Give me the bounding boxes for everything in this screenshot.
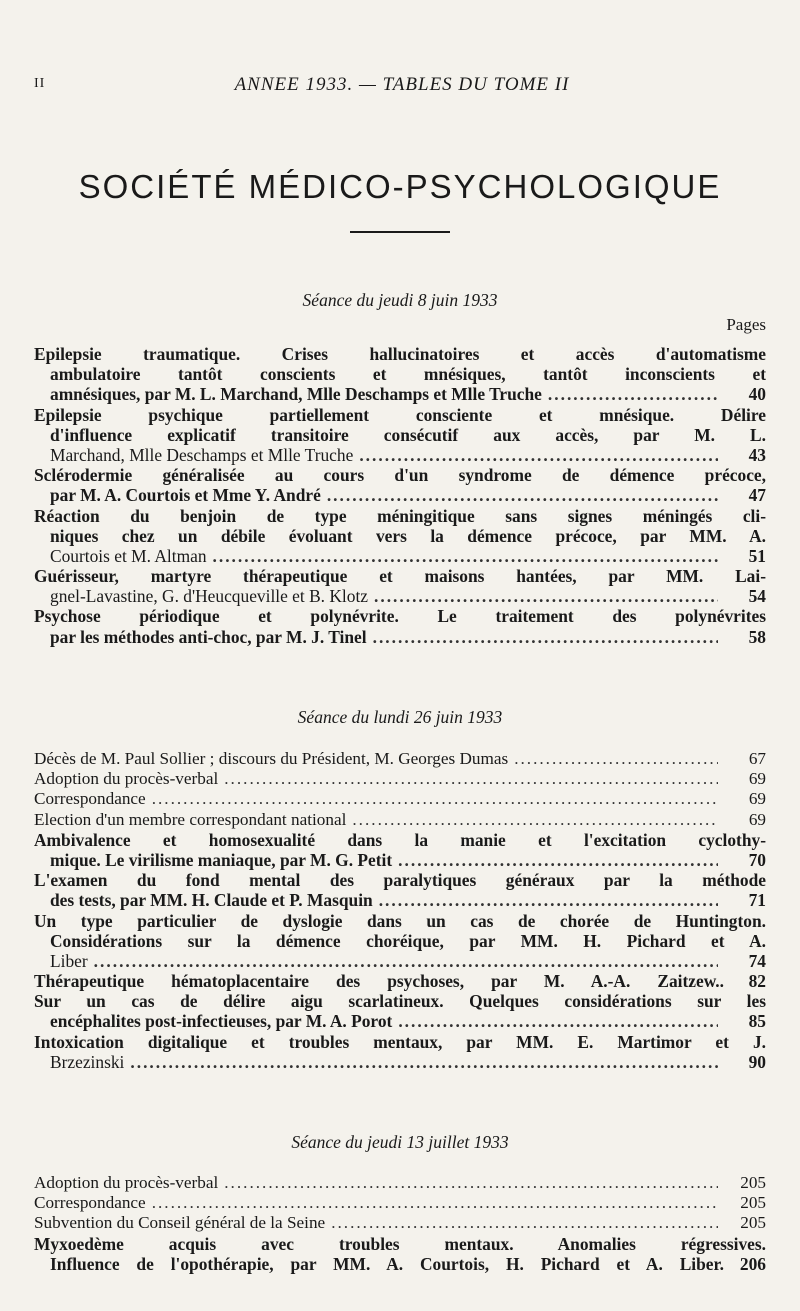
entry-line: par les méthodes anti-choc, par M. J. Tinel ..... 58 (34, 627, 766, 647)
page-number: II (34, 76, 46, 91)
leader-dots (213, 546, 718, 566)
entry-line: Considérations sur la démence choréique, par MM. H. Pichard et A. (50, 930, 766, 951)
entry-line: Correspondance ..... 205 (34, 1193, 766, 1213)
entry-line: Epilepsie traumatique. Crises hallucinatoires et accès d'automatisme (34, 344, 766, 364)
entry-line: Courtois et M. Altman ..... 51 (34, 546, 766, 566)
entry-line: d'influence explicatif transitoire consécutif aux accès, par M. L. (50, 424, 766, 445)
page-ref: 40 (748, 384, 766, 405)
page-ref: 90 (748, 1051, 766, 1072)
page-ref: 51 (748, 545, 766, 566)
page-ref: 71 (748, 890, 766, 911)
entry-line: mique. Le virilisme maniaque, par M. G. Petit ..... 70 (34, 850, 766, 870)
session-title-2: Séance du lundi 26 juin 1933 (297, 707, 503, 727)
leader-dots (152, 789, 718, 809)
entry-line: Myxoedème acquis avec troubles mentaux. Anomalies régressives. (34, 1233, 766, 1254)
entry-line: Epilepsie psychique partiellement consciente et mnésique. Délire (34, 404, 766, 425)
entry-line: Election d'un membre correspondant national ..... 69 (34, 810, 766, 830)
entry-line: amnésiques, par M. L. Marchand, Mlle Deschamps et Mlle Truche ..... 40 (34, 384, 766, 404)
page-ref: 47 (748, 485, 766, 506)
entry-line: des tests, par MM. H. Claude et P. Masquin ..... 71 (34, 890, 766, 910)
entry-line: Thérapeutique hématoplacentaire des psychoses, par M. A.-A. Zaitzew.. 82 (34, 971, 766, 992)
page-ref: 74 (748, 950, 766, 971)
entry-line: Sur un cas de délire aigu scarlatineux. Quelques considérations sur les (34, 991, 766, 1012)
page-ref: 69 (748, 769, 766, 789)
page-ref: 205 (740, 1173, 766, 1192)
page-ref: 205 (740, 1193, 766, 1213)
page-ref: 82 (748, 971, 766, 992)
pages-column-label: Pages (726, 315, 766, 334)
leader-dots (374, 586, 718, 606)
session-title-1: Séance du jeudi 8 juin 1933 (302, 290, 498, 310)
page-ref: 69 (748, 789, 766, 809)
session-3-entries (34, 1173, 766, 1274)
session-1-entries (34, 344, 766, 647)
entry-line: Guérisseur, martyre thérapeutique et maisons hantées, par MM. Lai- (34, 566, 766, 587)
page-ref: 205 (740, 1213, 766, 1233)
entry-line: Liber ..... 74 (34, 951, 766, 971)
leader-dots (379, 890, 718, 910)
page-ref: 85 (748, 1011, 766, 1032)
entry-line: Réaction du benjoin de type méningitique sans signes méningés cli- (34, 505, 766, 526)
page-ref: 70 (748, 849, 766, 870)
section-title: SOCIÉTÉ MÉDICO-PSYCHOLOGIQUE (78, 168, 722, 205)
entry-line: ambulatoire tantôt conscients et mnésiques, tantôt inconscients et (50, 364, 766, 385)
entry-line: Adoption du procès-verbal ..... 69 (34, 769, 766, 789)
entry-line: par M. A. Courtois et Mme Y. André ..... 47 (34, 485, 766, 505)
entry-line: Un type particulier de dyslogie dans un cas de chorée de Huntington. (34, 910, 766, 931)
entry-line: niques chez un débile évoluant vers la démence précoce, par MM. A. (50, 525, 766, 546)
entry-line: Subvention du Conseil général de la Seine ..... 205 (34, 1213, 766, 1233)
leader-dots (130, 1052, 718, 1072)
leader-dots (94, 951, 718, 971)
leader-dots (352, 810, 718, 830)
entry-line: L'examen du fond mental des paralytiques généraux par la méthode (34, 870, 766, 891)
title-rule (350, 231, 450, 233)
entry-line: Influence de l'opothérapie, par MM. A. Courtois, H. Pichard et A. Liber. 206 (50, 1253, 766, 1274)
leader-dots (331, 1213, 718, 1233)
entry-line: Correspondance ..... 69 (34, 789, 766, 809)
leader-dots (327, 485, 718, 505)
entry-line: Brzezinski ..... 90 (34, 1052, 766, 1072)
leader-dots (373, 627, 718, 647)
leader-dots (359, 445, 718, 465)
leader-dots (224, 769, 718, 789)
running-title: ANNEE 1933. — TABLES DU TOME II (234, 74, 570, 95)
leader-dots (548, 384, 718, 404)
entry-line: gnel-Lavastine, G. d'Heucqueville et B. Klotz ..... 54 (34, 586, 766, 606)
entry-line: Marchand, Mlle Deschamps et Mlle Truche ..... 43 (34, 445, 766, 465)
page-ref: 54 (748, 586, 766, 607)
leader-dots (514, 749, 718, 769)
entry-line: Sclérodermie généralisée au cours d'un syndrome de démence précoce, (34, 465, 766, 486)
page-ref: 69 (748, 809, 766, 829)
session-2-entries (34, 749, 766, 1072)
page-ref: 43 (748, 444, 766, 465)
leader-dots (398, 1011, 718, 1031)
entry-line: Intoxication digitalique et troubles mentaux, par MM. E. Martimor et J. (34, 1031, 766, 1052)
entry-line: Décès de M. Paul Sollier ; discours du Président, M. Georges Dumas ..... 67 (34, 749, 766, 769)
page-ref: 67 (748, 749, 766, 768)
page-ref: 58 (748, 626, 766, 647)
leader-dots (224, 1173, 718, 1193)
leader-dots (152, 1193, 718, 1213)
entry-line: Ambivalence et homosexualité dans la manie et l'excitation cyclothy- (34, 829, 766, 850)
entry-line: Adoption du procès-verbal ..... 205 (34, 1173, 766, 1193)
session-title-3: Séance du jeudi 13 juillet 1933 (291, 1132, 509, 1152)
entry-line: Psychose périodique et polynévrite. Le traitement des polynévrites (34, 606, 766, 627)
page-ref: 206 (739, 1253, 766, 1274)
leader-dots (398, 850, 718, 870)
entry-line: encéphalites post-infectieuses, par M. A. Porot ..... 85 (34, 1011, 766, 1031)
